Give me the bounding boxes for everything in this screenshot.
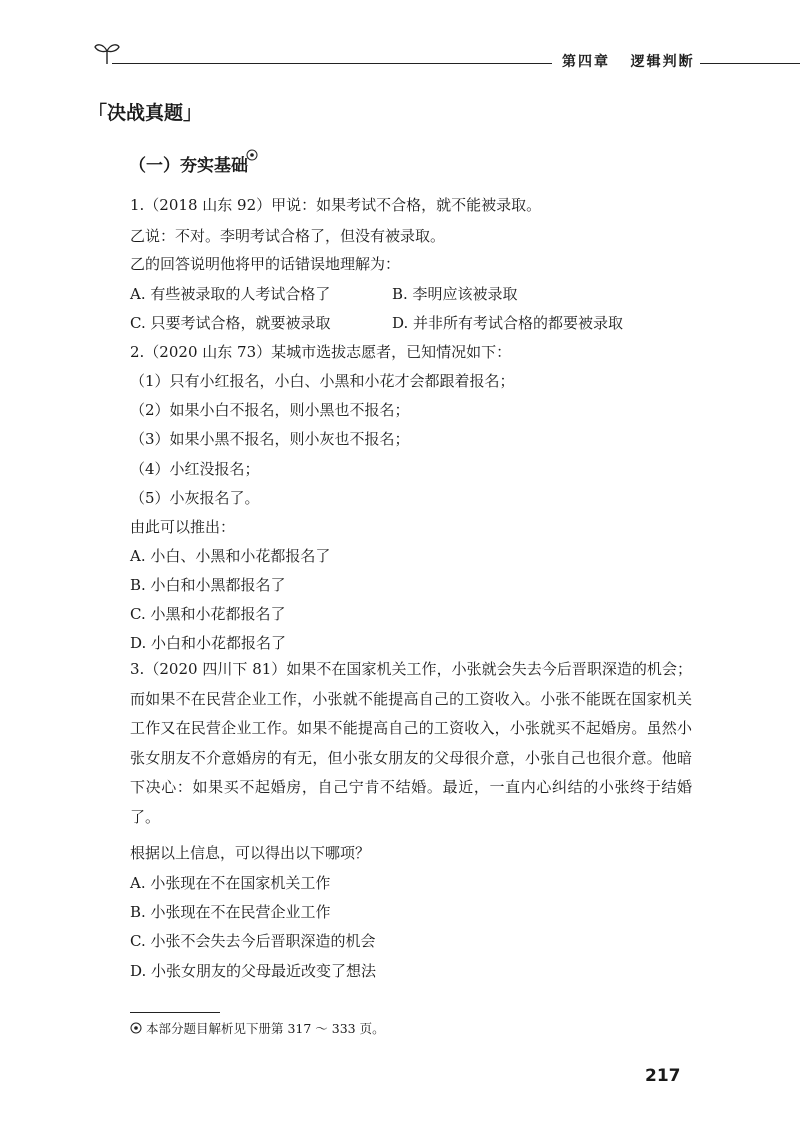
footnote-rule [130, 1012, 220, 1013]
sprout-icon [93, 38, 121, 66]
q2-option-b: B. 小白和小黑都报名了 [130, 576, 286, 594]
q1-line: 乙说：不对。李明考试合格了，但没有被录取。 [130, 227, 446, 245]
chapter-label: 第四章 [562, 54, 610, 70]
section-title: 「决战真题」 [88, 102, 203, 124]
q2-condition: （2）如果小白不报名，则小黑也不报名； [130, 401, 410, 419]
q2-stem: 2.（2020 山东 73）某城市选拔志愿者，已知情况如下： [130, 343, 512, 361]
q1-option-c: C. 只要考试合格，就要被录取 [130, 314, 331, 332]
q2-option-d: D. 小白和小花都报名了 [130, 634, 287, 652]
q3-option-c: C. 小张不会失去今后晋职深造的机会 [130, 932, 376, 950]
q1-line: 乙的回答说明他将甲的话错误地理解为： [130, 255, 401, 273]
q2-condition: （4）小红没报名； [130, 460, 260, 478]
q1-stem: 1.（2018 山东 92）甲说：如果考试不合格，就不能被录取。 [130, 196, 542, 214]
section-label: 逻辑判断 [630, 54, 695, 70]
q1-option-a: A. 有些被录取的人考试合格了 [130, 285, 331, 303]
q3-option-b: B. 小张现在不在民营企业工作 [130, 903, 331, 921]
footnote-mark-icon [246, 146, 258, 158]
footnote [130, 1019, 385, 1037]
q2-option-a: A. 小白、小黑和小花都报名了 [130, 547, 331, 565]
q1-option-d: D. 并非所有考试合格的都要被录取 [392, 314, 624, 332]
header-rule-left [112, 63, 552, 64]
q2-ask: 由此可以推出： [130, 518, 236, 536]
header-rule-right [700, 63, 800, 64]
subsection-title: （一）夯实基础 [129, 156, 248, 176]
q3-option-d: D. 小张女朋友的父母最近改变了想法 [130, 962, 377, 980]
q2-condition: （1）只有小红报名，小白、小黑和小花才会都跟着报名； [130, 372, 515, 390]
q2-condition: （3）如果小黑不报名，则小灰也不报名； [130, 430, 410, 448]
q3-stem: 3.（2020 四川下 81）如果不在国家机关工作，小张就会失去今后晋职深造的机会；而如果不在民营企业工作，小张就不能提高自己的工资收入。小张不能既在国家机关工作又在民营企业工作。如果不能提高自己的工资收入，小张就买不起婚房。虽然小张女朋友不介意婚房的有无，但小张女朋友的父母很介意，小张自己也很介意。他暗下决心：如果买不起婚房，自己宁肯不结婚。最近，一直内心纠结的小张终于结婚了。 [130, 660, 692, 826]
page-number: 217 [645, 1066, 681, 1086]
footnote-mark-icon [130, 1022, 142, 1034]
q3-option-a: A. 小张现在不在国家机关工作 [130, 874, 331, 892]
q2-condition: （5）小灰报名了。 [130, 489, 260, 507]
running-header [562, 51, 695, 71]
q2-option-c: C. 小黑和小花都报名了 [130, 605, 286, 623]
q3-ask: 根据以上信息，可以得出以下哪项？ [130, 844, 371, 862]
q1-option-b: B. 李明应该被录取 [392, 285, 518, 303]
footnote-text: 本部分题目解析见下册第 317 ～ 333 页。 [145, 1021, 385, 1036]
